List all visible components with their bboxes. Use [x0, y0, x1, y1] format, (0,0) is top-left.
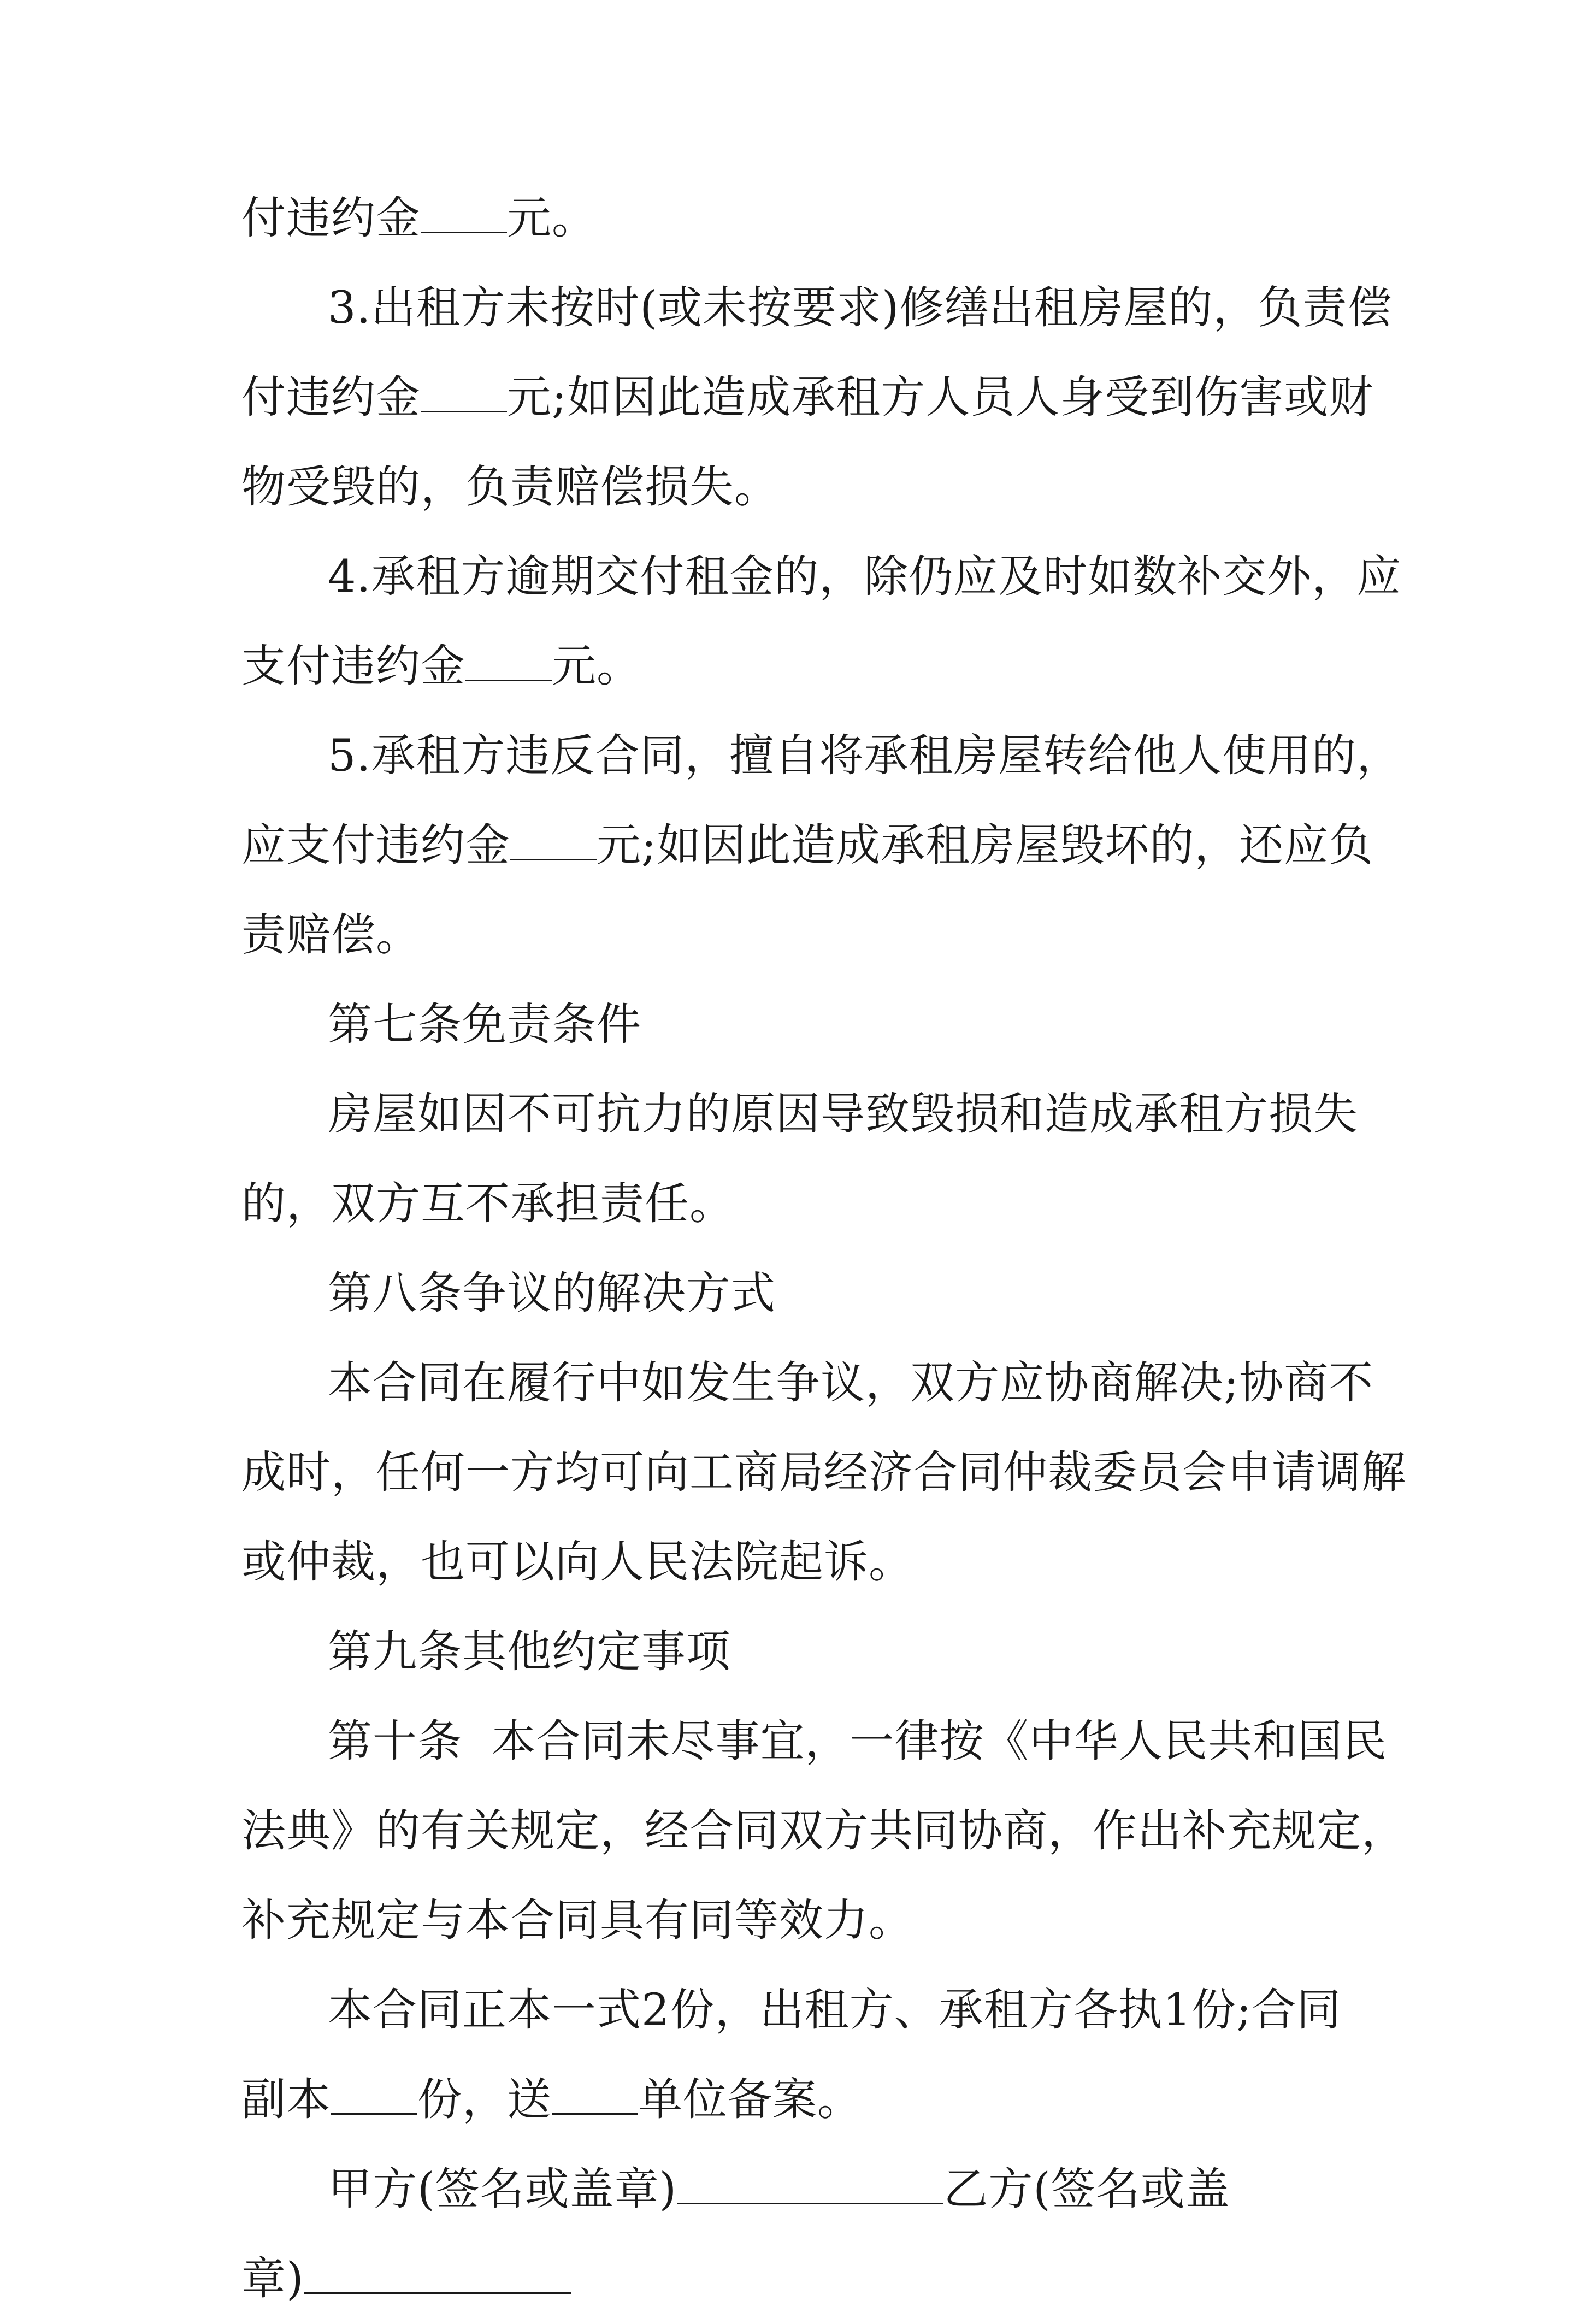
text-line — [241, 1697, 1388, 1786]
contract-text — [241, 174, 1407, 2324]
signature-line — [241, 2145, 1356, 2234]
text-segment: 的，双方互不承担责任。 — [241, 1178, 735, 1230]
text-segment: 责赔偿。 — [241, 910, 421, 961]
text-line — [241, 1876, 1356, 1966]
fill-in-blank — [331, 2079, 417, 2115]
text-line — [241, 1966, 1356, 2055]
text-segment: 支付违约金 — [241, 641, 466, 692]
text-segment: 法典》的有关规定，经合同双方共同协商，作出补充规定， — [241, 1806, 1407, 1857]
text-segment: 份，送 — [417, 2074, 552, 2126]
text-segment: 单位备案。 — [638, 2074, 863, 2126]
text-segment: 甲方(签名或盖章) — [328, 2164, 677, 2215]
text-segment: 补充规定与本合同具有同等效力。 — [241, 1895, 914, 1947]
text-segment: 4.承租方逾期交付租金的，除仍应及时如数补交外，应 — [328, 551, 1402, 603]
text-line — [241, 1338, 1374, 1428]
text-segment: 元;如因此造成承租方人员人身受到伤害或财 — [507, 372, 1374, 423]
signature-blank — [677, 2169, 943, 2204]
text-line — [241, 443, 1356, 532]
fill-in-blank — [552, 2079, 638, 2115]
text-segment: 应支付违约金 — [241, 820, 511, 871]
text-line — [241, 1070, 1359, 1159]
text-line — [241, 801, 1374, 890]
text-line — [241, 1518, 1356, 1607]
fill-in-blank — [421, 198, 507, 233]
text-line — [241, 2055, 1356, 2145]
text-segment: 第十条 本合同未尽事宜，一律按《中华人民共和国民 — [328, 1716, 1388, 1767]
text-line — [241, 353, 1374, 443]
text-segment: 元;如因此造成承租房屋毁坏的，还应负 — [597, 820, 1374, 871]
text-segment: 本合同正本一式2份，出租方、承租方各执1份;合同 — [328, 1985, 1342, 2036]
text-segment: 3.出租方未按时(或未按要求)修缮出租房屋的，负责偿 — [328, 282, 1393, 334]
text-segment: 元。 — [552, 641, 642, 692]
text-line — [241, 1159, 1356, 1249]
fill-in-blank — [510, 825, 597, 860]
text-segment: 成时，任何一方均可向工商局经济合同仲裁委员会申请调解 — [241, 1447, 1407, 1499]
text-line — [241, 890, 1356, 980]
text-segment: 5.承租方违反合同，擅自将承租房屋转给他人使用的， — [328, 730, 1402, 782]
text-line — [241, 263, 1393, 353]
text-line — [241, 1428, 1407, 1518]
text-line — [241, 1786, 1407, 1876]
text-segment: 付违约金 — [241, 193, 421, 244]
text-segment: 章) — [241, 2254, 304, 2305]
text-line — [241, 711, 1402, 801]
text-segment: 第七条免责条件 — [328, 999, 642, 1051]
text-segment: 物受毁的，负责赔偿损失。 — [241, 462, 780, 513]
section-heading — [241, 1607, 1356, 1697]
text-segment: 副本 — [241, 2074, 332, 2126]
fill-in-blank — [465, 646, 552, 681]
text-segment: 或仲裁，也可以向人民法院起诉。 — [241, 1537, 914, 1588]
text-segment: 房屋如因不可抗力的原因导致毁损和造成承租方损失 — [328, 1089, 1359, 1140]
text-segment: 元。 — [507, 193, 597, 244]
text-line — [241, 622, 1356, 711]
text-segment: 本合同在履行中如发生争议，双方应协商解决;协商不 — [328, 1358, 1374, 1409]
fill-in-blank — [421, 377, 507, 412]
text-segment: 第八条争议的解决方式 — [328, 1268, 776, 1319]
signature-blank — [304, 2258, 571, 2294]
signature-line — [241, 2234, 1356, 2324]
section-heading — [241, 1249, 1356, 1338]
section-heading — [241, 980, 1356, 1070]
text-segment: 付违约金 — [241, 372, 421, 423]
text-line — [241, 174, 1356, 263]
text-segment: 乙方(签名或盖 — [943, 2164, 1230, 2215]
text-line — [241, 532, 1402, 622]
text-segment: 第九条其他约定事项 — [328, 1626, 731, 1678]
